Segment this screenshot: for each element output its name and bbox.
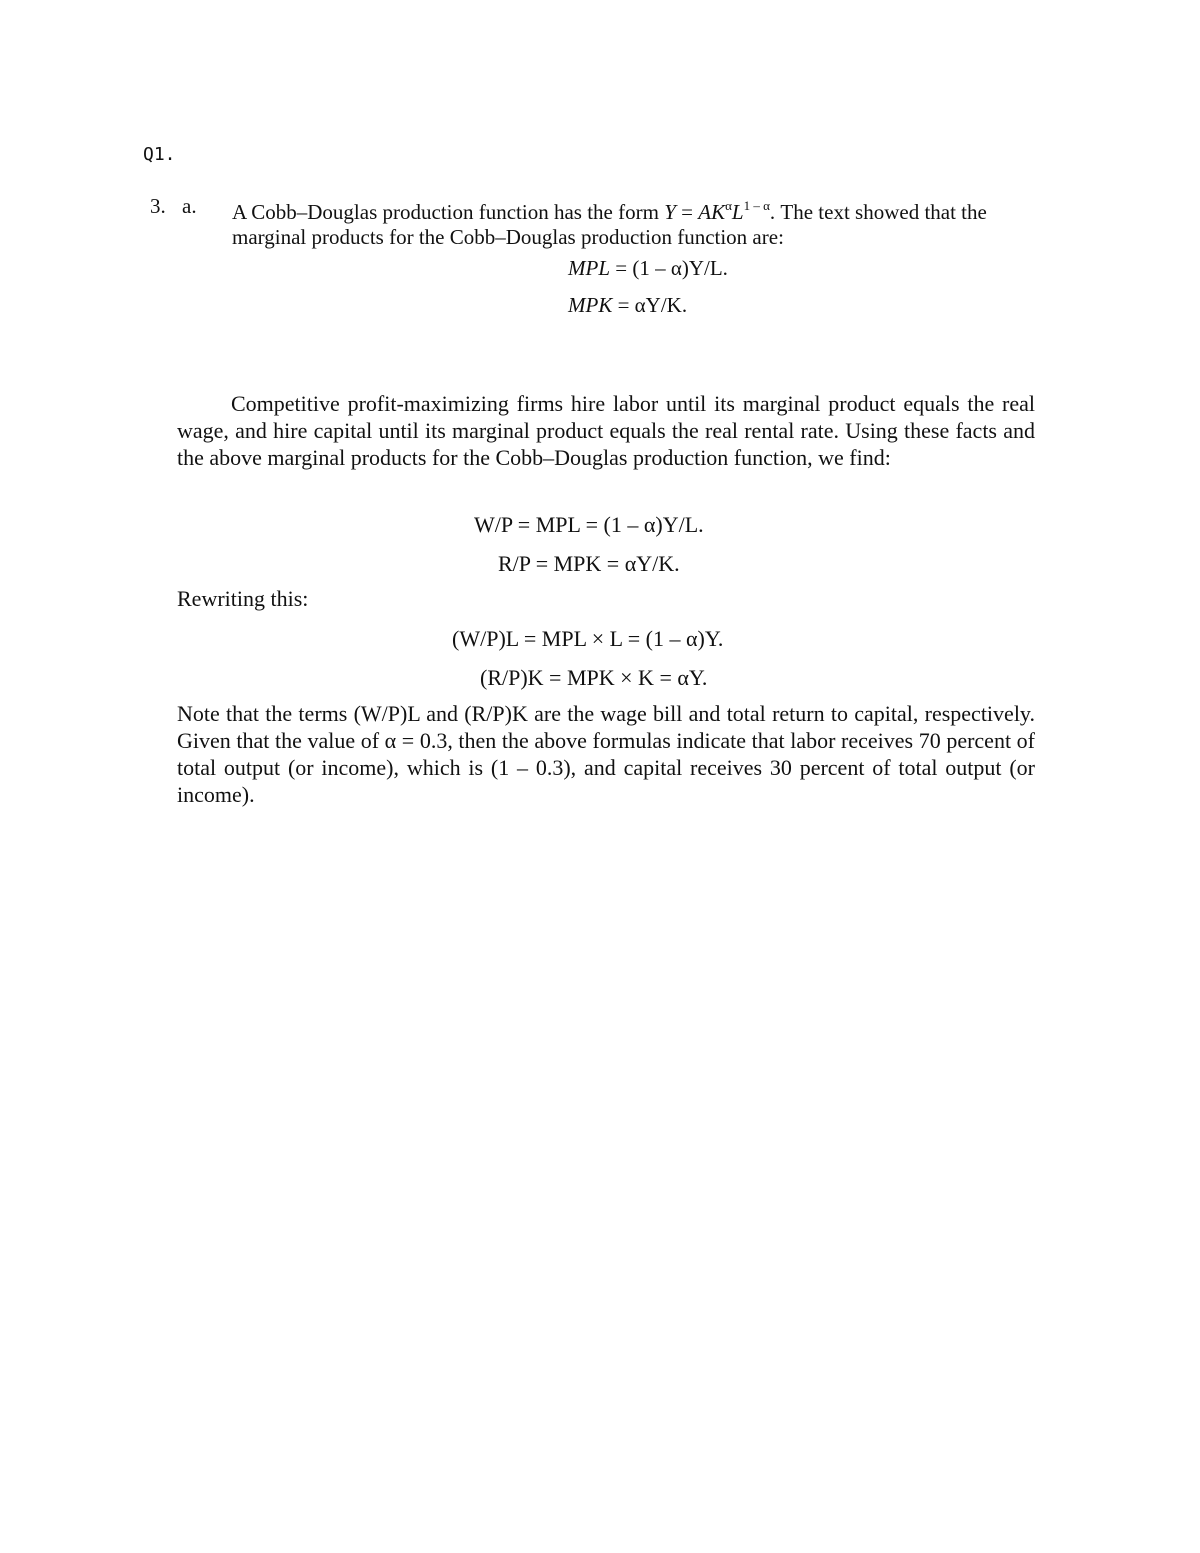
formula-equals: =	[675, 200, 699, 224]
formula-labor: L	[731, 200, 744, 224]
real-wage-equation: W/P = MPL = (1 – α)Y/L.	[474, 512, 704, 537]
formula-output: Y	[664, 200, 676, 224]
intro-paragraph	[232, 193, 1032, 250]
question-label: Q1.	[143, 144, 176, 165]
item-letter: a.	[182, 194, 197, 218]
competitive-paragraph: Competitive profit-maximizing firms hire labor until its marginal product equals the real wage, and hire capital until its marginal product equals the real rental rate. Using these facts and the above marginal products for the Cobb–Douglas production function, we find:	[177, 391, 1035, 470]
rewriting-label: Rewriting this:	[177, 586, 309, 611]
real-rent-equation: R/P = MPK = αY/K.	[498, 551, 680, 576]
mpl-rhs: = (1 – α)Y/L.	[610, 256, 728, 280]
capital-return-equation: (R/P)K = MPK × K = αY.	[480, 665, 708, 690]
wage-bill-equation: (W/P)L = MPL × L = (1 – α)Y.	[452, 626, 724, 651]
intro-text-after: . The text showed that the marginal products for the Cobb–Douglas production function are:	[232, 200, 987, 249]
conclusion-paragraph: Note that the terms (W/P)L and (R/P)K are the wage bill and total return to capital, respectively. Given that the value of α = 0.3, then the above formulas indicate that labor receives 70 percent of total output (or income), which is (1 – 0.3), and capital receives 30 percent of total output (or income).	[177, 701, 1035, 807]
formula-tfp: A	[698, 200, 712, 224]
formula-capital-exponent: α	[725, 198, 732, 213]
formula-labor-exponent: 1 – α	[743, 198, 770, 213]
mpk-lhs: MPK	[568, 293, 613, 317]
intro-text-before: A Cobb–Douglas production function has the form	[232, 200, 665, 224]
formula-capital: K	[711, 200, 726, 224]
mpk-rhs: = αY/K.	[612, 293, 688, 317]
mpl-equation	[568, 256, 728, 281]
item-number: 3.	[150, 194, 166, 218]
mpl-lhs: MPL	[568, 256, 610, 280]
mpk-equation	[568, 293, 687, 318]
